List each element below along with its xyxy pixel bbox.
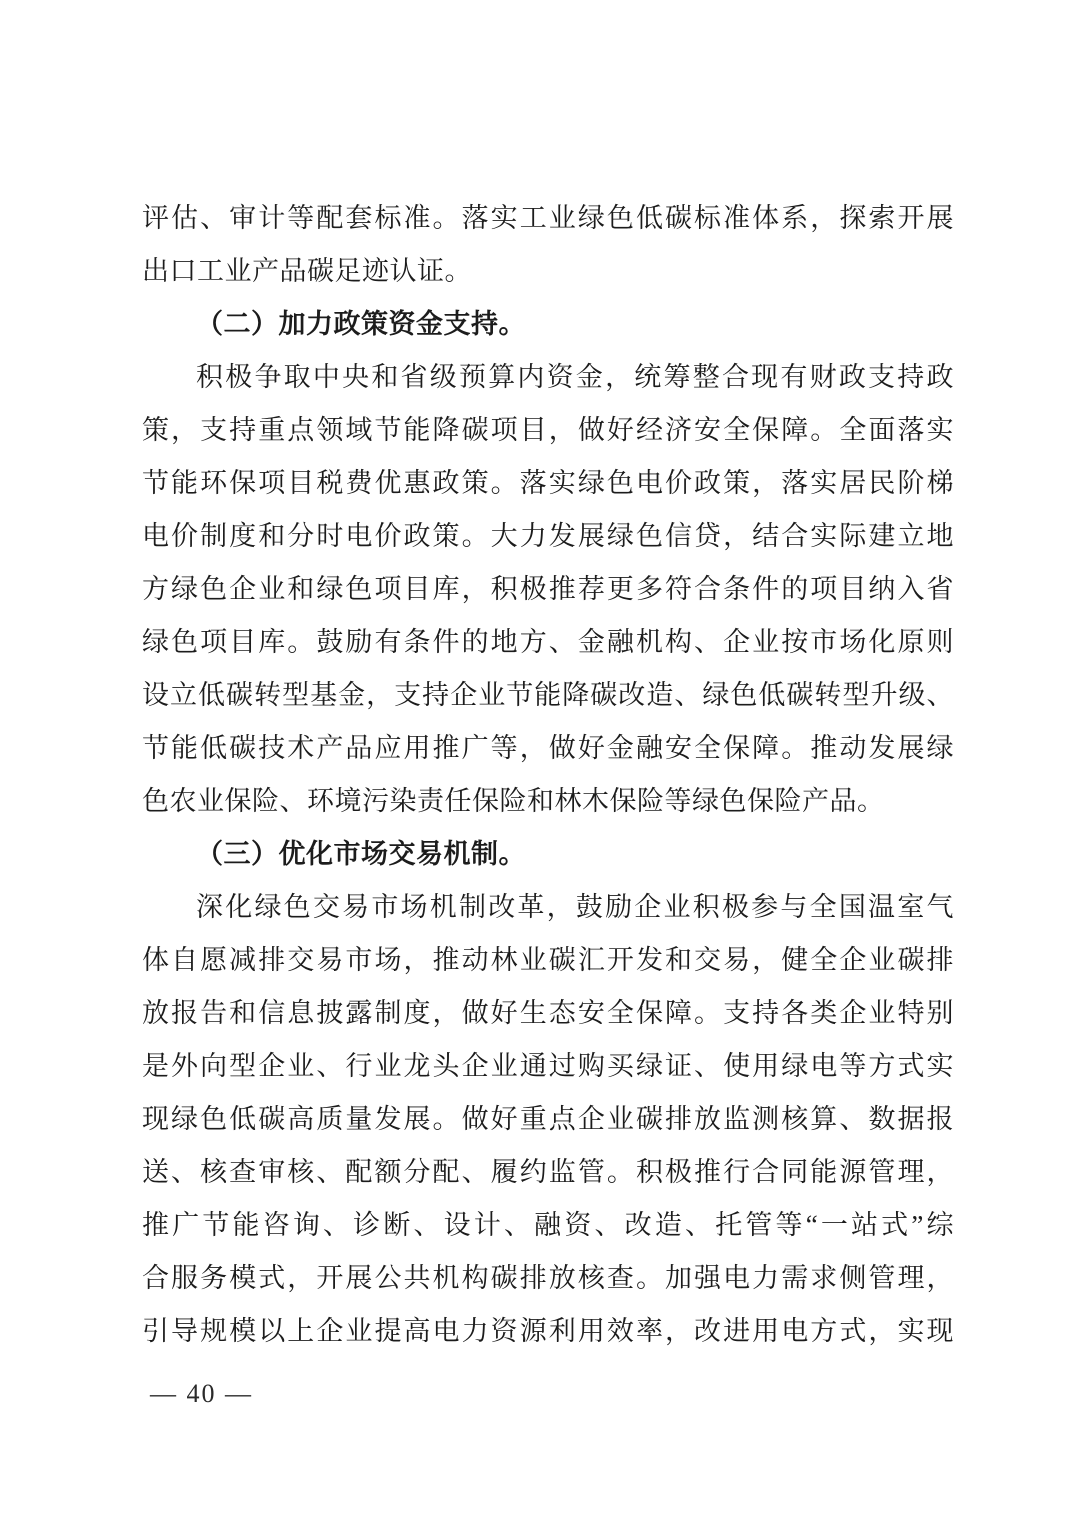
text-line: 节能低碳技术产品应用推广等，做好金融安全保障。推动发展绿 [142, 733, 954, 763]
text-line: 色农业保险、环境污染责任保险和林木保险等绿色保险产品。 [142, 786, 885, 816]
text-line: 绿色项目库。鼓励有条件的地方、金融机构、企业按市场化原则 [142, 627, 954, 657]
text-line: 深化绿色交易市场机制改革，鼓励企业积极参与全国温室气 [196, 892, 954, 922]
text-line: 送、核查审核、配额分配、履约监管。积极推行合同能源管理， [142, 1157, 954, 1187]
text-line: 推广节能咨询、诊断、设计、融资、改造、托管等“一站式”综 [142, 1210, 954, 1240]
text-line: 节能环保项目税费优惠政策。落实绿色电价政策，落实居民阶梯 [142, 468, 954, 498]
text-line: 积极争取中央和省级预算内资金，统筹整合现有财政支持政 [196, 362, 954, 392]
text-line: 合服务模式，开展公共机构碳排放核查。加强电力需求侧管理， [142, 1263, 954, 1293]
text-line: 电价制度和分时电价政策。大力发展绿色信贷，结合实际建立地 [142, 521, 954, 551]
text-line: 引导规模以上企业提高电力资源利用效率，改进用电方式，实现 [142, 1316, 954, 1346]
text-line: （二）加力政策资金支持。 [196, 309, 526, 339]
text-line: （三）优化市场交易机制。 [196, 839, 526, 869]
text-line: 出口工业产品碳足迹认证。 [142, 256, 472, 286]
page-number: — 40 — [150, 1379, 253, 1408]
text-line: 放报告和信息披露制度，做好生态安全保障。支持各类企业特别 [142, 998, 954, 1028]
text-line: 评估、审计等配套标准。落实工业绿色低碳标准体系，探索开展 [142, 203, 954, 233]
text-line: 体自愿减排交易市场，推动林业碳汇开发和交易，健全企业碳排 [142, 945, 954, 975]
text-line: 方绿色企业和绿色项目库，积极推荐更多符合条件的项目纳入省 [142, 574, 954, 604]
text-line: 策，支持重点领域节能降碳项目，做好经济安全保障。全面落实 [142, 415, 954, 445]
document-body [142, 192, 954, 1358]
text-line: 设立低碳转型基金，支持企业节能降碳改造、绿色低碳转型升级、 [142, 680, 954, 710]
text-line: 是外向型企业、行业龙头企业通过购买绿证、使用绿电等方式实 [142, 1051, 954, 1081]
text-line: 现绿色低碳高质量发展。做好重点企业碳排放监测核算、数据报 [142, 1104, 954, 1134]
